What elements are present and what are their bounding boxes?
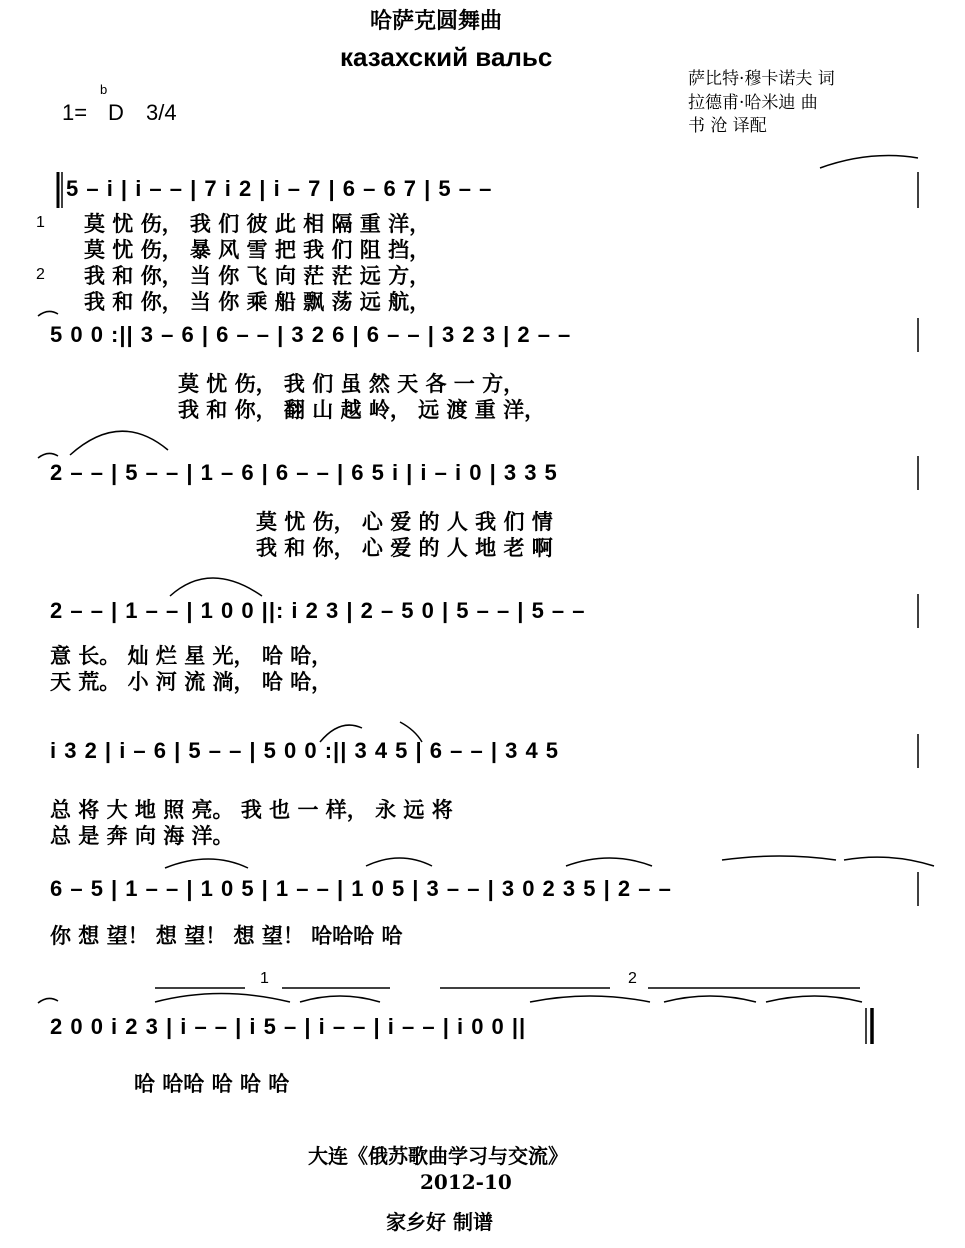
tie-arc [722,856,836,860]
footer-maker: 家乡好 制谱 [386,1210,493,1234]
volta-1-label: 1 [260,970,269,987]
tie-arc [664,996,756,1002]
notes-row-1: 5 – i | i – – | 7 i 2 | i – 7 | 6 – 6 7 | 5 – – [66,176,493,201]
tie-arc [844,857,934,866]
lyric-line: 总 将 大 地 照 亮。 我 也 一 样， 永 远 将 [50,797,453,822]
credit-composer: 拉德甫·哈米迪 曲 [688,93,818,113]
tie-arc [530,996,650,1002]
lyric-line: 莫 忧 伤， 我 们 彼 此 相 隔 重 洋， [84,211,431,236]
time-signature: 3/4 [146,100,177,125]
tie-arc [38,453,58,458]
volta-2-label: 2 [628,970,637,987]
lyric-line: 莫 忧 伤， 我 们 虽 然 天 各 一 方， [178,371,525,396]
lyric-line: 莫 忧 伤， 暴 风 雪 把 我 们 阻 挡， [84,237,431,262]
credit-lyricist: 萨比特·穆卡诺夫 词 [688,69,835,89]
lyric-line: 我 和 你， 心 爱 的 人 地 老 啊 [256,535,553,560]
tie-arc [165,859,248,868]
tie-arc [300,996,380,1002]
tie-arc [38,998,58,1003]
tie-arc [766,996,862,1002]
lyric-line: 我 和 你， 当 你 乘 船 飘 荡 远 航， [84,289,431,314]
tie-arc [820,156,918,168]
tie-arc [566,858,652,866]
credit-translator: 书 沧 译配 [688,116,767,136]
lyric-line: 莫 忧 伤， 心 爱 的 人 我 们 情 [256,509,553,534]
lyric-line: 哈 哈哈 哈 哈 哈 [134,1071,290,1096]
title-russian: казахский вальс [340,42,553,72]
notes-row-6: 6 – 5 | 1 – – | 1 0 5 | 1 – – | 1 0 5 | 3 – – | 3 0 2 3 5 | 2 – – [50,876,672,901]
notes-row-2: 5 0 0 :|| 3 – 6 | 6 – – | 3 2 6 | 6 – – | 3 2 3 | 2 – – [50,322,572,347]
verse-number: 2 [36,266,45,283]
title-chinese: 哈萨克圆舞曲 [370,8,503,34]
key-note: D [108,100,124,125]
notes-row-7: 2 0 0 i 2 3 | i – – | i 5 – | i – – | i – – | i 0 0 || [50,1014,527,1039]
verse-number: 1 [36,214,45,231]
lyric-line: 意 长。 灿 烂 星 光， 哈 哈， [50,643,333,668]
lyric-line: 天 荒。 小 河 流 淌， 哈 哈， [50,669,333,694]
lyric-line: 我 和 你， 当 你 飞 向 茫 茫 远 方， [84,263,431,288]
footer-source: 大连《俄苏歌曲学习与交流》 [308,1144,568,1168]
notes-row-5: i 3 2 | i – 6 | 5 – – | 5 0 0 :|| 3 4 5 | 6 – – | 3 4 5 [50,738,560,763]
notes-row-3: 2 – – | 5 – – | 1 – 6 | 6 – – | 6 5 i | i – i 0 | 3 3 5 [50,460,558,485]
flat-sign: b [100,82,108,97]
tie-arc [155,994,290,1003]
tie-arc [170,578,262,596]
notes-row-4: 2 – – | 1 – – | 1 0 0 ||: i 2 3 | 2 – 5 0 | 5 – – | 5 – – [50,598,586,623]
key-prefix: 1= [62,100,88,125]
lyric-line: 我 和 你， 翻 山 越 岭， 远 渡 重 洋， [178,397,546,422]
tie-arc [366,858,432,866]
footer-date: 2012-10 [420,1170,512,1194]
lyric-line: 总 是 奔 向 海 洋。 [50,823,234,848]
tie-arc [70,431,168,455]
lyric-line: 你 想 望！ 想 望！ 想 望！ 哈哈哈 哈 [50,923,403,948]
tie-arc [38,311,58,316]
